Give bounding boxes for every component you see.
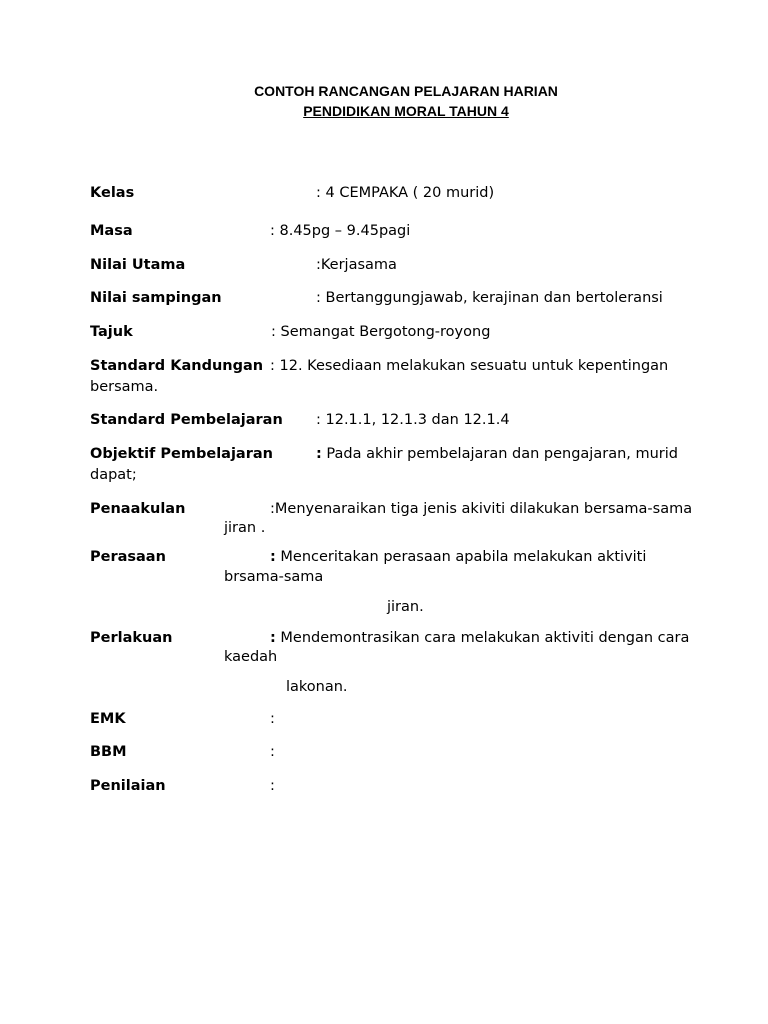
field-label-standard-pembelajaran: Standard Pembelajaran: [90, 412, 283, 428]
field-colon-perlakuan: :: [270, 630, 276, 646]
field-continuation-objektif: dapat;: [90, 467, 137, 483]
field-label-emk: EMK: [90, 711, 126, 727]
field-value-perasaan: [270, 547, 646, 567]
field-continuation-penaakulan: jiran .: [224, 520, 266, 536]
field-label-objektif: Objektif Pembelajaran: [90, 446, 273, 462]
document-subtitle: PENDIDIKAN MORAL TAHUN 4: [303, 103, 509, 119]
field-continuation-standard-kandungan: bersama.: [90, 379, 159, 395]
field-label-penilaian: Penilaian: [90, 778, 166, 794]
field-value-tajuk: : Semangat Bergotong-royong: [271, 324, 491, 340]
field-text-objektif: Pada akhir pembelajaran dan pengajaran, murid: [321, 446, 678, 462]
field-value-masa: : 8.45pg – 9.45pagi: [270, 223, 411, 239]
field-value-penilaian: :: [270, 778, 275, 794]
field-label-kelas: Kelas: [90, 185, 135, 201]
field-value-nilai-utama: :Kerjasama: [316, 257, 397, 273]
field-continuation-perasaan: brsama-sama: [224, 569, 324, 585]
field-value-perlakuan: [270, 628, 689, 648]
field-label-perasaan: Perasaan: [90, 549, 166, 565]
field-value-penaakulan: :Menyenaraikan tiga jenis akiviti dilakukan bersama-sama: [270, 501, 693, 517]
field-label-masa: Masa: [90, 223, 133, 239]
field-label-tajuk: Tajuk: [90, 324, 133, 340]
field-value-bbm: :: [270, 744, 275, 760]
field-colon-perasaan: :: [270, 549, 276, 565]
field-label-nilai-utama: Nilai Utama: [90, 257, 186, 273]
field-value-kelas: : 4 CEMPAKA ( 20 murid): [316, 185, 495, 201]
field-value-objektif: [316, 444, 678, 464]
field-value-standard-kandungan: : 12. Kesediaan melakukan sesuatu untuk kepentingan: [270, 358, 669, 374]
field-colon-objektif: :: [316, 446, 322, 462]
field-label-penaakulan: Penaakulan: [90, 501, 186, 517]
field-continuation2-perlakuan: lakonan.: [286, 679, 348, 695]
field-continuation-perlakuan: kaedah: [224, 649, 278, 665]
field-label-standard-kandungan: Standard Kandungan: [90, 358, 264, 374]
field-label-nilai-sampingan: Nilai sampingan: [90, 290, 222, 306]
field-value-nilai-sampingan: : Bertanggungjawab, kerajinan dan bertoleransi: [316, 290, 663, 306]
field-value-emk: :: [270, 711, 275, 727]
field-label-bbm: BBM: [90, 744, 127, 760]
field-text-perlakuan: Mendemontrasikan cara melakukan aktiviti dengan cara: [275, 630, 690, 646]
field-continuation2-perasaan: jiran.: [387, 599, 424, 615]
field-value-standard-pembelajaran: : 12.1.1, 12.1.3 dan 12.1.4: [316, 412, 510, 428]
field-text-perasaan: Menceritakan perasaan apabila melakukan aktiviti: [275, 549, 647, 565]
field-label-perlakuan: Perlakuan: [90, 630, 173, 646]
document-title: CONTOH RANCANGAN PELAJARAN HARIAN: [254, 83, 558, 99]
